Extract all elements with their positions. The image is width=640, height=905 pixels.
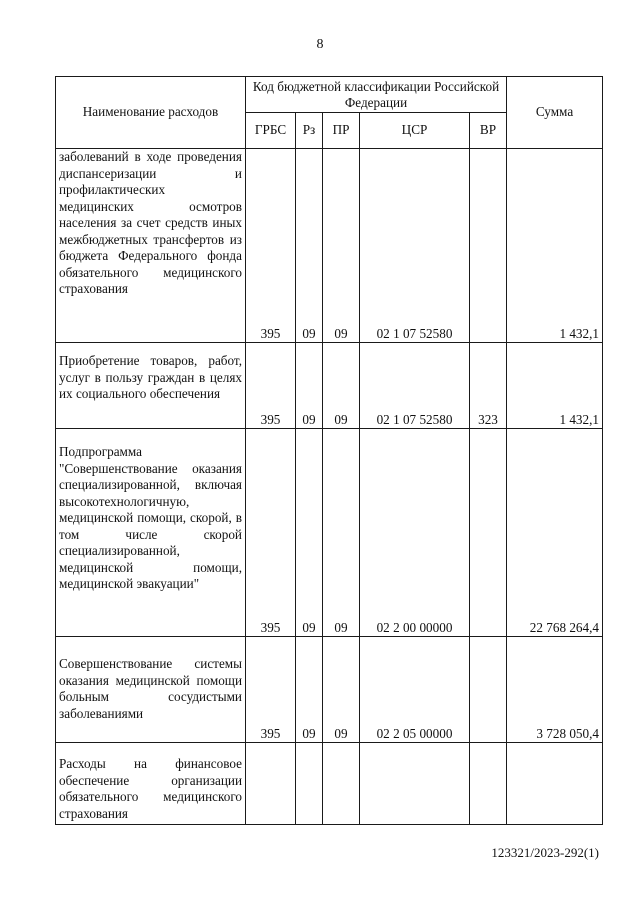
row-grbs: 395 — [246, 149, 296, 343]
budget-table — [55, 76, 603, 825]
table-row — [56, 743, 603, 825]
row-vr — [470, 429, 507, 637]
header-grbs: ГРБС — [246, 113, 296, 149]
row-name: Совершенствование системы оказания медицинской помощи больным сосудистыми заболеваниями — [56, 637, 246, 743]
row-pr: 09 — [323, 637, 360, 743]
row-pr: 09 — [323, 429, 360, 637]
row-name: Подпрограмма "Совершенствование оказания специализированной, включая высокотехнологичную, медицинской помощи, скорой, в том числе скорой специализированной, медицинской помощи, медицинской эвакуации" — [56, 429, 246, 637]
row-csr — [360, 743, 470, 825]
row-csr: 02 1 07 52580 — [360, 149, 470, 343]
row-rz: 09 — [296, 149, 323, 343]
header-vr: ВР — [470, 113, 507, 149]
row-pr — [323, 743, 360, 825]
row-rz: 09 — [296, 343, 323, 429]
row-grbs: 395 — [246, 343, 296, 429]
row-vr — [470, 149, 507, 343]
row-grbs — [246, 743, 296, 825]
row-name: Приобретение товаров, работ, услуг в пользу граждан в целях их социального обеспечения — [56, 343, 246, 429]
row-grbs: 395 — [246, 637, 296, 743]
header-csr: ЦСР — [360, 113, 470, 149]
page-number: 8 — [316, 37, 324, 52]
table-row — [56, 637, 603, 743]
row-csr: 02 2 05 00000 — [360, 637, 470, 743]
row-sum: 1 432,1 — [507, 343, 603, 429]
row-sum: 22 768 264,4 — [507, 429, 603, 637]
row-csr: 02 2 00 00000 — [360, 429, 470, 637]
row-rz: 09 — [296, 429, 323, 637]
header-sum-column: Сумма — [507, 77, 603, 149]
row-pr: 09 — [323, 343, 360, 429]
row-vr: 323 — [470, 343, 507, 429]
row-rz: 09 — [296, 637, 323, 743]
header-name-column: Наименование расходов — [56, 77, 246, 149]
row-grbs: 395 — [246, 429, 296, 637]
row-name: заболеваний в ходе проведения диспансеризации и профилактических медицинских осмотров населения за счет средств иных межбюджетных трансфертов из бюджета Федерального фонда обязательного медицинского страхования — [56, 149, 246, 343]
row-csr: 02 1 07 52580 — [360, 343, 470, 429]
table-row — [56, 429, 603, 637]
row-vr — [470, 743, 507, 825]
row-sum: 3 728 050,4 — [507, 637, 603, 743]
row-sum: 1 432,1 — [507, 149, 603, 343]
row-vr — [470, 637, 507, 743]
table-row — [56, 149, 603, 343]
document-code: 123321/2023-292(1) — [491, 845, 599, 860]
header-pr: ПР — [323, 113, 360, 149]
header-rz: Рз — [296, 113, 323, 149]
row-pr: 09 — [323, 149, 360, 343]
row-sum — [507, 743, 603, 825]
header-code-group: Код бюджетной классификации Российской Федерации — [246, 77, 507, 113]
table-row — [56, 343, 603, 429]
row-name: Расходы на финансовое обеспечение организации обязательного медицинского страхования — [56, 743, 246, 825]
row-rz — [296, 743, 323, 825]
